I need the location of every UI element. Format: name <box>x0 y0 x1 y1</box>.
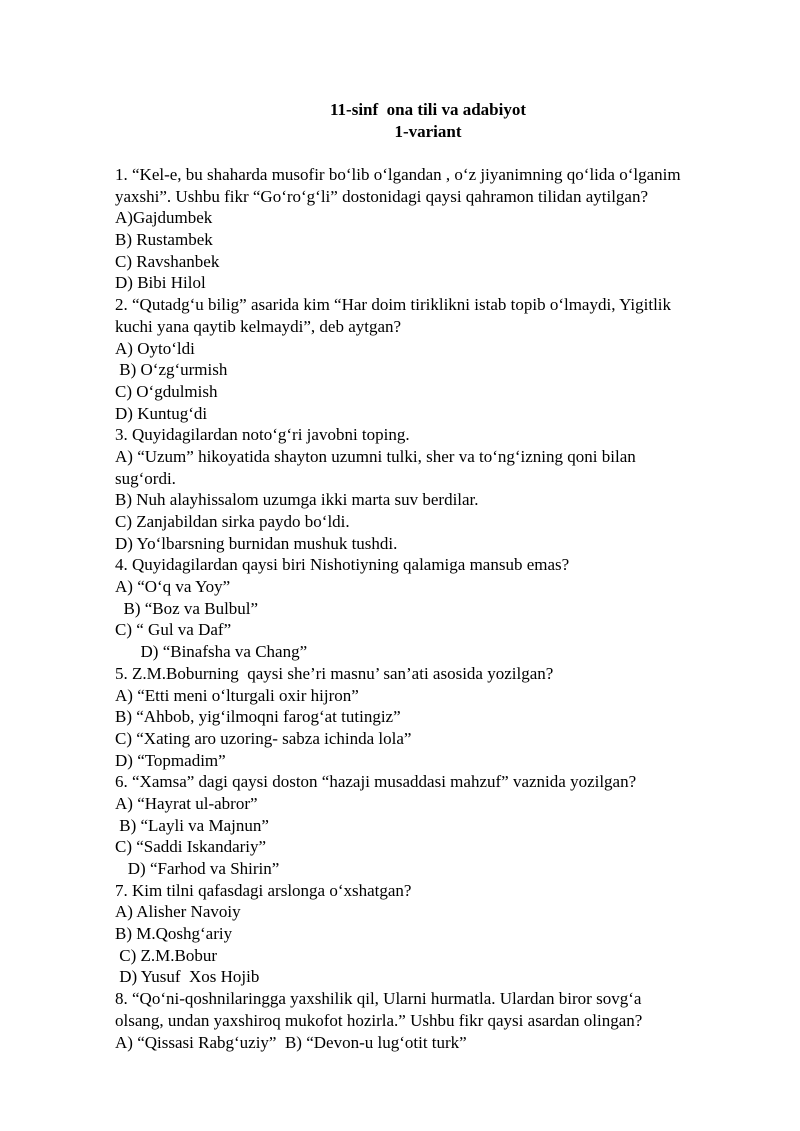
question-3-option-c: C) Zanjabildan sirka paydo bo‘ldi. <box>115 512 350 531</box>
question-6-text: 6. “Xamsa” dagi qaysi doston “hazaji musaddasi mahzuf” vaznida yozilgan? <box>115 772 637 792</box>
question-1-option-b: B) Rustambek <box>115 230 213 250</box>
question-1-option-a: A)Gajdumbek <box>115 208 213 228</box>
question-6-option-c: C) “Saddi Iskandariy” <box>115 837 267 857</box>
questions-body <box>115 164 775 1053</box>
question-5-option-b: B) “Ahbob, yig‘ilmoqni farog‘at tutingiz” <box>115 707 401 727</box>
question-3-text: 3. Quyidagilardan noto‘g‘ri javobni toping. <box>115 425 410 445</box>
question-3-option-d: D) Yo‘lbarsning burnidan mushuk tushdi. <box>115 533 398 553</box>
question-4-option-a: A) “O‘q va Yoy” <box>115 577 231 597</box>
question-8-text: 8. “Qo‘ni-qoshnilaringga yaxshilik qil, Ularni hurmatla. Ulardan biror sovg‘a <box>115 989 642 1009</box>
question-1-option-d: D) Bibi Hilol <box>115 273 206 293</box>
question-1-text: 1. “Kel-e, bu shaharda musofir bo‘lib o‘lgandan , o‘z jiyanimning qo‘lida o‘lganim <box>115 165 681 184</box>
question-3-option-a-cont: sug‘ordi. <box>115 468 176 488</box>
question-8-options-a-b: A) “Qissasi Rabg‘uziy” B) “Devon-u lug‘otit turk” <box>115 1032 467 1052</box>
question-4-text: 4. Quyidagilardan qaysi biri Nishotiyning qalamiga mansub emas? <box>115 555 570 575</box>
question-2-option-d: D) Kuntug‘di <box>115 403 208 423</box>
question-3-option-b: B) Nuh alayhissalom uzumga ikki marta suv berdilar. <box>115 490 479 510</box>
question-2-option-c: C) O‘gdulmish <box>115 381 218 401</box>
question-4-option-c: C) “ Gul va Daf” <box>115 620 232 640</box>
question-7-option-c: C) Z.M.Bobur <box>115 945 217 965</box>
variant-label: 1-variant <box>394 122 462 141</box>
question-4-option-b: B) “Boz va Bulbul” <box>115 598 259 618</box>
question-6-option-b: B) “Layli va Majnun” <box>115 815 269 835</box>
question-5-text: 5. Z.M.Boburning qaysi she’ri masnu’ san’ati asosida yozilgan? <box>115 663 554 683</box>
question-7-text: 7. Kim tilni qafasdagi arslonga o‘xshatgan? <box>115 880 412 900</box>
question-8-text-cont: olsang, undan yaxshiroq mukofot hozirla.” Ushbu fikr qaysi asardan olingan? <box>115 1010 643 1030</box>
question-5-option-a: A) “Etti meni o‘lturgali oxir hijron” <box>115 685 359 705</box>
question-5-option-c: C) “Xating aro uzoring- sabza ichinda lola” <box>115 728 412 748</box>
question-2-option-b: B) O‘zg‘urmish <box>115 360 228 380</box>
question-7-option-d: D) Yusuf Xos Hojib <box>115 967 260 987</box>
question-4-option-d: D) “Binafsha va Chang” <box>115 642 308 662</box>
document-title: 11-sinf ona tili va adabiyot <box>329 100 526 119</box>
question-5-option-d: D) “Topmadim” <box>115 750 226 770</box>
question-2-option-a: A) Oyto‘ldi <box>115 338 195 358</box>
question-7-option-a: A) Alisher Navoiy <box>115 902 241 922</box>
question-2-text-cont: kuchi yana qaytib kelmaydi”, deb aytgan? <box>115 316 402 336</box>
question-6-option-d: D) “Farhod va Shirin” <box>115 859 280 878</box>
question-1-text-cont: yaxshi”. Ushbu fikr “Go‘ro‘g‘li” dostonidagi qaysi qahramon tilidan aytilgan? <box>115 186 649 206</box>
question-3-option-a: A) “Uzum” hikoyatida shayton uzumni tulki, sher va to‘ng‘izning qoni bilan <box>115 446 636 466</box>
question-2-text: 2. “Qutadg‘u bilig” asarida kim “Har doim tiriklikni istab topib o‘lmaydi, Yigitlik <box>115 295 672 315</box>
question-1-option-c: C) Ravshanbek <box>115 251 220 271</box>
question-7-option-b: B) M.Qoshg‘ariy <box>115 924 233 944</box>
question-6-option-a: A) “Hayrat ul-abror” <box>115 793 258 813</box>
